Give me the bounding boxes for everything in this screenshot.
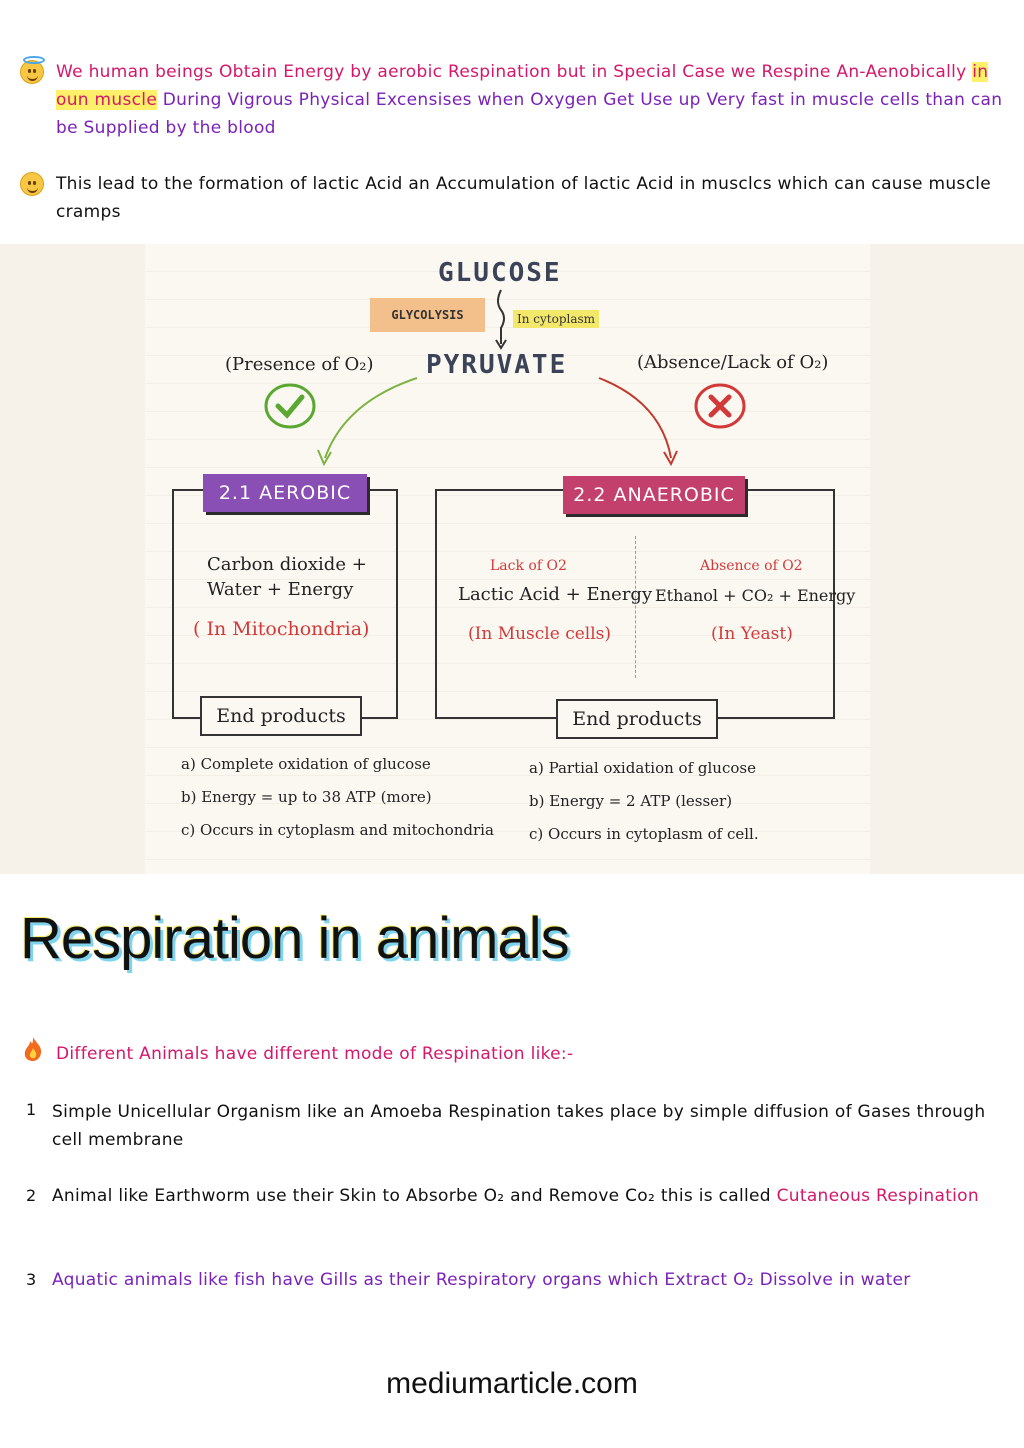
anaerobic-fact-b: b) Energy = 2 ATP (lesser) [529,792,733,810]
note1-pink-text: We human beings Obtain Energy by aerobic Respination but in Special Case we Respine An-Aenobically [56,62,967,82]
note1-highlight: in oun muscle [56,62,989,110]
cross-icon [693,382,747,432]
ethanol-products: Ethanol + CO₂ + Energy [655,586,856,605]
aerobic-fact-a: a) Complete oxidation of glucose [181,755,431,773]
muscle-cells-location: (In Muscle cells) [468,624,612,644]
yeast-location: (In Yeast) [711,624,793,644]
modes-intro-text: Different Animals have different mode of Respination like:- [56,1044,574,1064]
intro-note-1 [20,58,1010,142]
anaerobic-arrow [595,372,685,470]
aerobic-facts [181,748,494,847]
aerobic-box [172,489,398,719]
point-1 [16,1098,1006,1154]
anaerobic-divider [635,536,636,678]
lactic-acid-products: Lactic Acid + Energy [458,584,653,605]
aerobic-end-products: End products [200,696,362,736]
point-1-number: 1 [26,1100,37,1119]
point-2-number: 2 [26,1186,37,1205]
point-3-text: Aquatic animals like fish have Gills as their Respiratory organs which Extract O₂ Dissolve in water [52,1270,911,1290]
cutaneous-respiration: Cutaneous Respination [776,1186,979,1206]
diagram-card [145,244,870,874]
modes-intro [20,1040,1010,1068]
angel-emoji-icon [20,60,44,84]
anaerobic-facts [529,752,759,851]
note1-purple-text: During Vigrous Physical Excensises when Oxygen Get Use up Very fast in muscle cells than can be Supplied by the blood [56,90,1003,138]
presence-o2-label: (Presence of O₂) [225,354,374,375]
note2-text: This lead to the formation of lactic Acid an Accumulation of lactic Acid in musclcs which can cause muscle cramps [56,174,992,222]
aerobic-arrow [305,372,425,470]
aerobic-location: ( In Mitochondria) [193,618,370,640]
anaerobic-tab: 2.2 ANAEROBIC [563,476,745,514]
pyruvate-label: PYRUVATE [426,350,568,380]
anaerobic-end-products: End products [556,699,718,739]
point-3-number: 3 [26,1270,37,1289]
in-cytoplasm-tag: In cytoplasm [513,310,599,328]
point-2 [16,1182,1006,1210]
section-heading: Respiration in animals [20,906,569,971]
absence-o2-label: (Absence/Lack of O₂) [637,352,829,373]
glycolysis-arrow [491,288,511,350]
respiration-diagram [0,244,1024,874]
glycolysis-tag: GLYCOLYSIS [370,298,485,332]
aerobic-products-2: Water + Energy [207,579,354,600]
point-1-text: Simple Unicellular Organism like an Amoeba Respination takes place by simple diffusion of Gases through cell membrane [52,1102,986,1150]
anaerobic-fact-c: c) Occurs in cytoplasm of cell. [529,825,759,843]
anaerobic-fact-a: a) Partial oxidation of glucose [529,759,756,777]
grin-emoji-icon [20,172,44,196]
aerobic-fact-b: b) Energy = up to 38 ATP (more) [181,788,432,806]
point-3 [16,1266,1006,1294]
aerobic-products-1: Carbon dioxide + [207,554,367,575]
aerobic-tab: 2.1 AEROBIC [203,474,367,512]
absence-o2-cond: Absence of O2 [700,558,803,574]
aerobic-fact-c: c) Occurs in cytoplasm and mitochondria [181,821,494,839]
site-footer: mediumarticle.com [386,1367,638,1400]
lack-o2-label: Lack of O2 [490,558,567,574]
glucose-label: GLUCOSE [438,258,562,288]
intro-note-2 [20,170,1010,226]
point-2-text: Animal like Earthworm use their Skin to Absorbe O₂ and Remove Co₂ this is called [52,1186,771,1206]
